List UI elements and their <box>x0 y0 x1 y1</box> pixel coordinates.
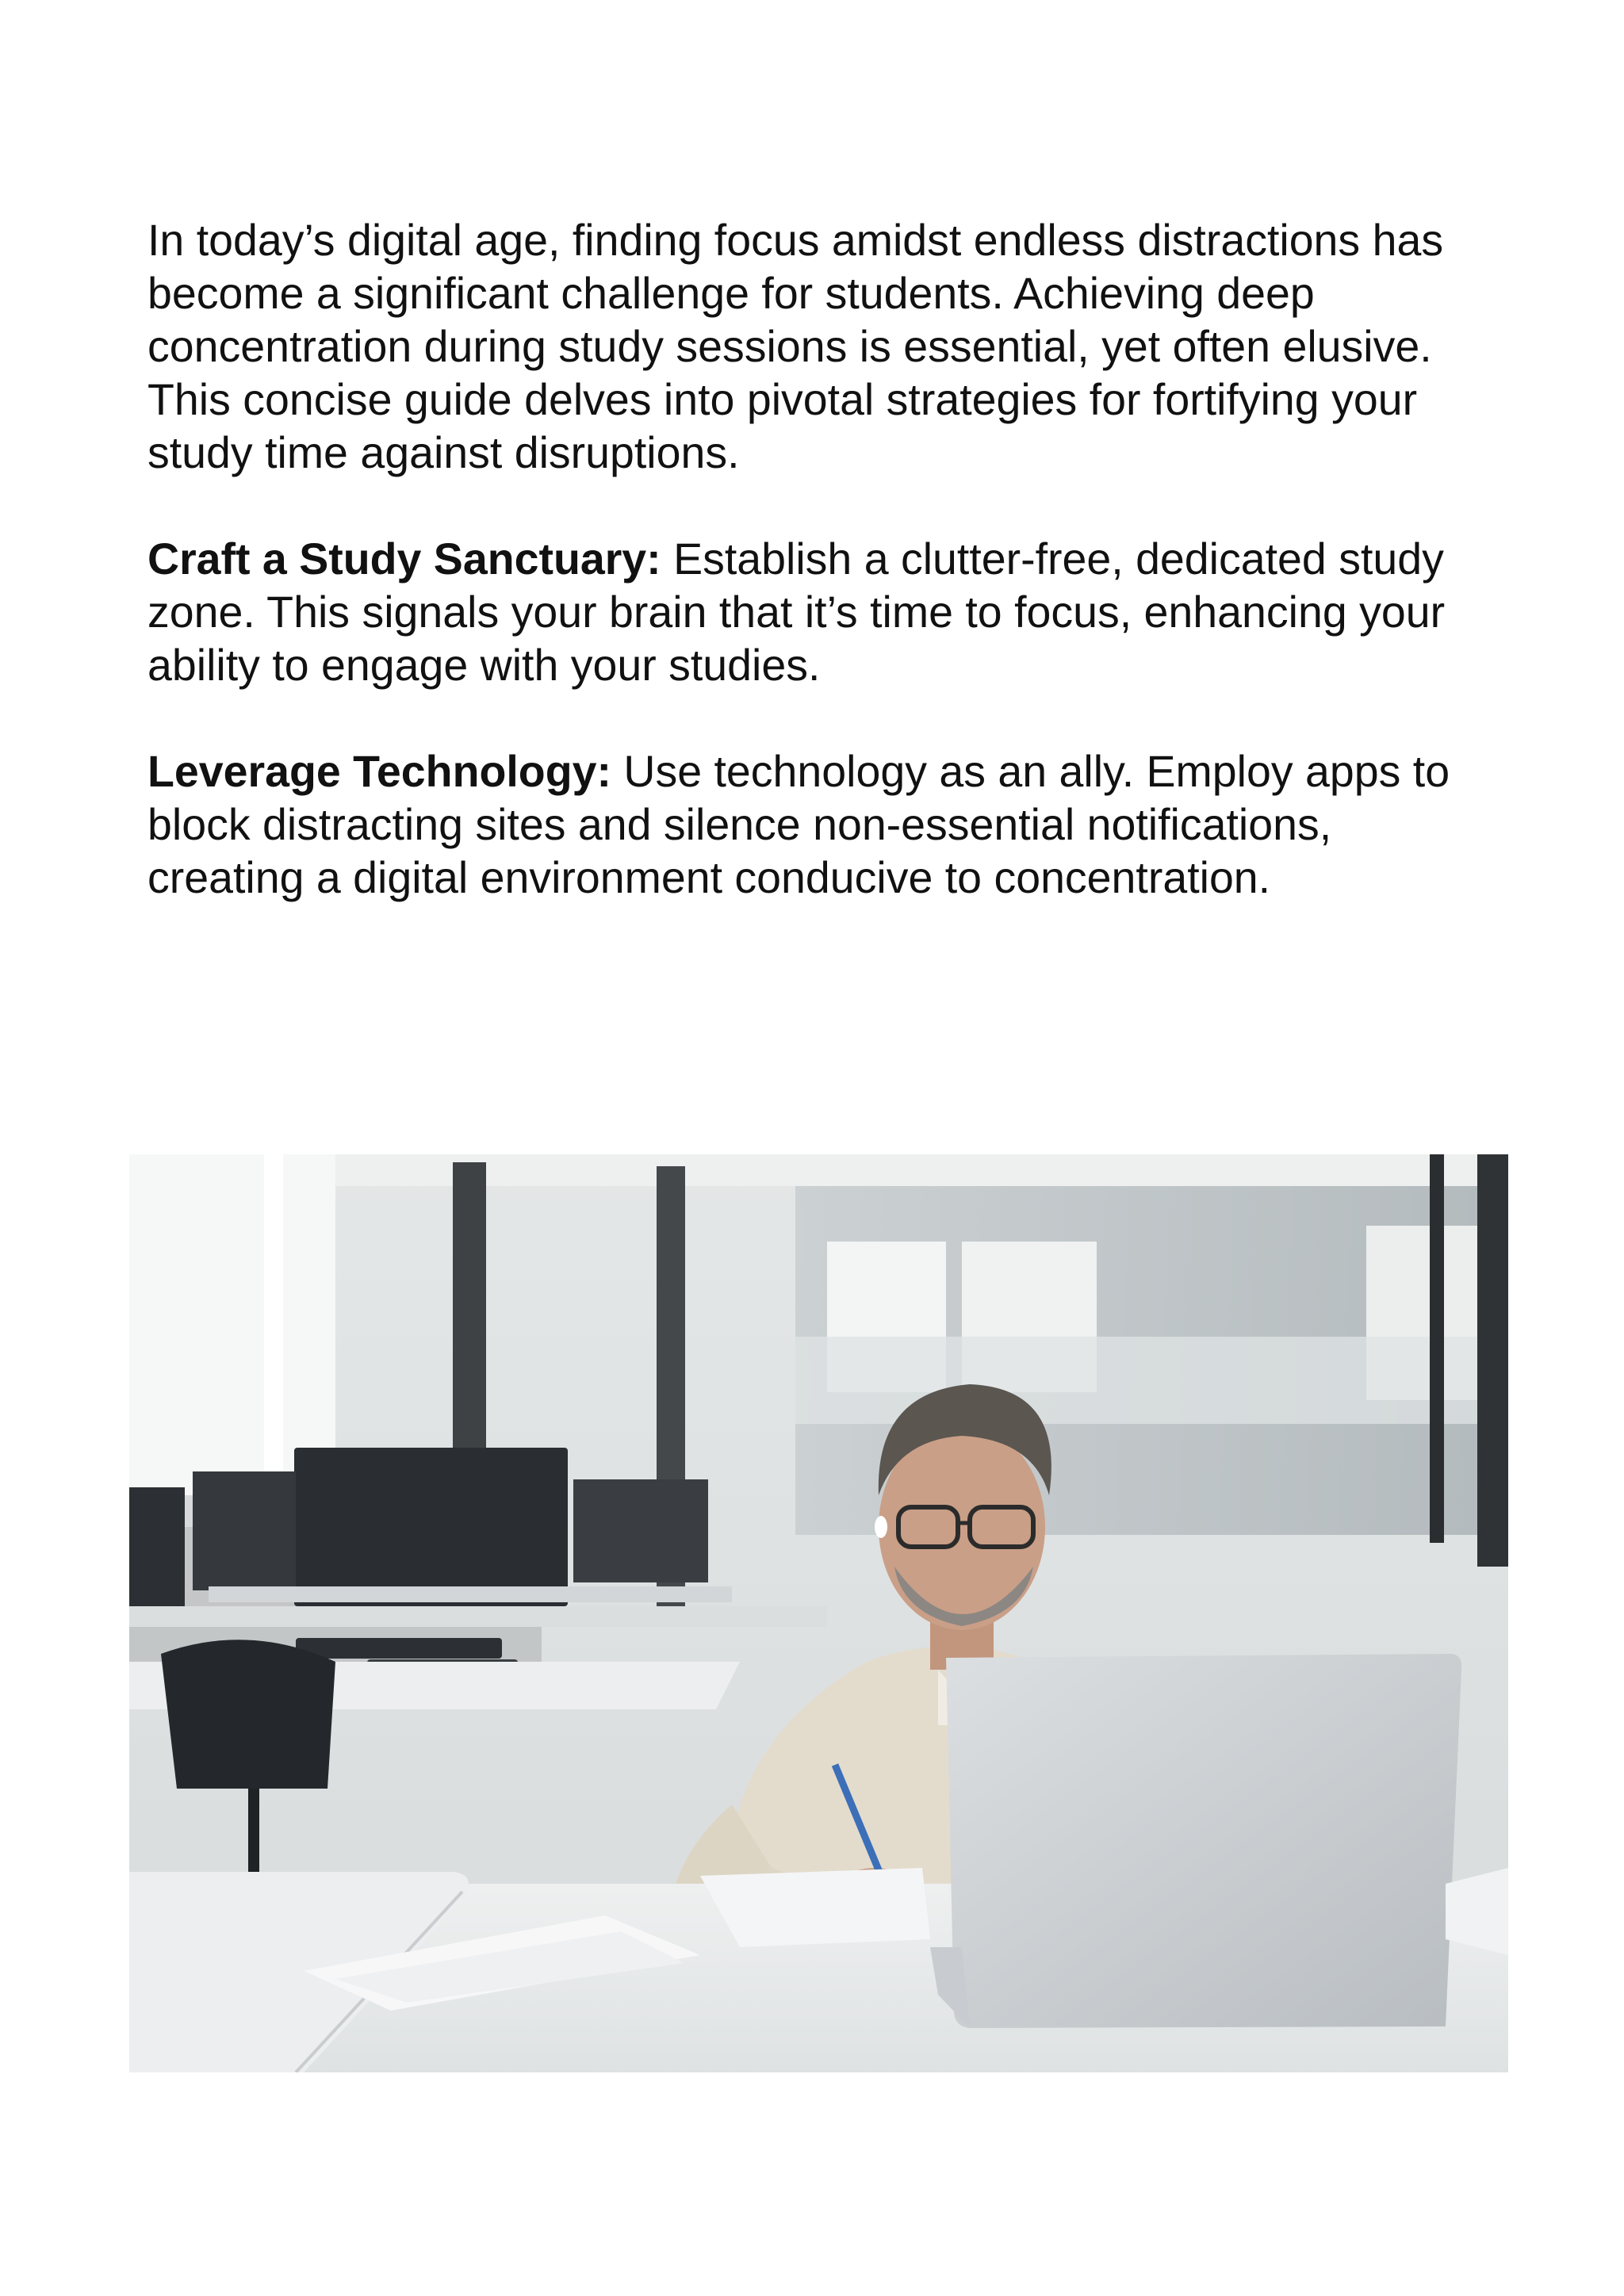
office-photo-illustration <box>129 1154 1508 2072</box>
office-photo <box>129 1154 1508 2072</box>
section-paragraph-technology <box>147 745 1496 905</box>
intro-paragraph: In today’s digital age, finding focus amidst endless distractions has become a significant challenge for students. Achieving deep concentration during study sessions is essential, yet often elusive. This concise guide delves into pivotal strategies for fortifying your study time against disruptions. <box>147 216 1444 477</box>
section-paragraph-sanctuary <box>147 533 1496 692</box>
section-heading: Leverage Technology: <box>147 747 611 796</box>
section-body: Establish a clutter-free, dedicated study zone. This signals your brain that it’s time to focus, enhancing your ability to engage with your studies. <box>147 534 1446 690</box>
section-body: Use technology as an ally. Employ apps to block distracting sites and silence non-essential notifications, creating a digital environment conducive to concentration. <box>147 747 1450 902</box>
article-text <box>147 214 1496 958</box>
section-heading: Craft a Study Sanctuary: <box>147 534 661 584</box>
